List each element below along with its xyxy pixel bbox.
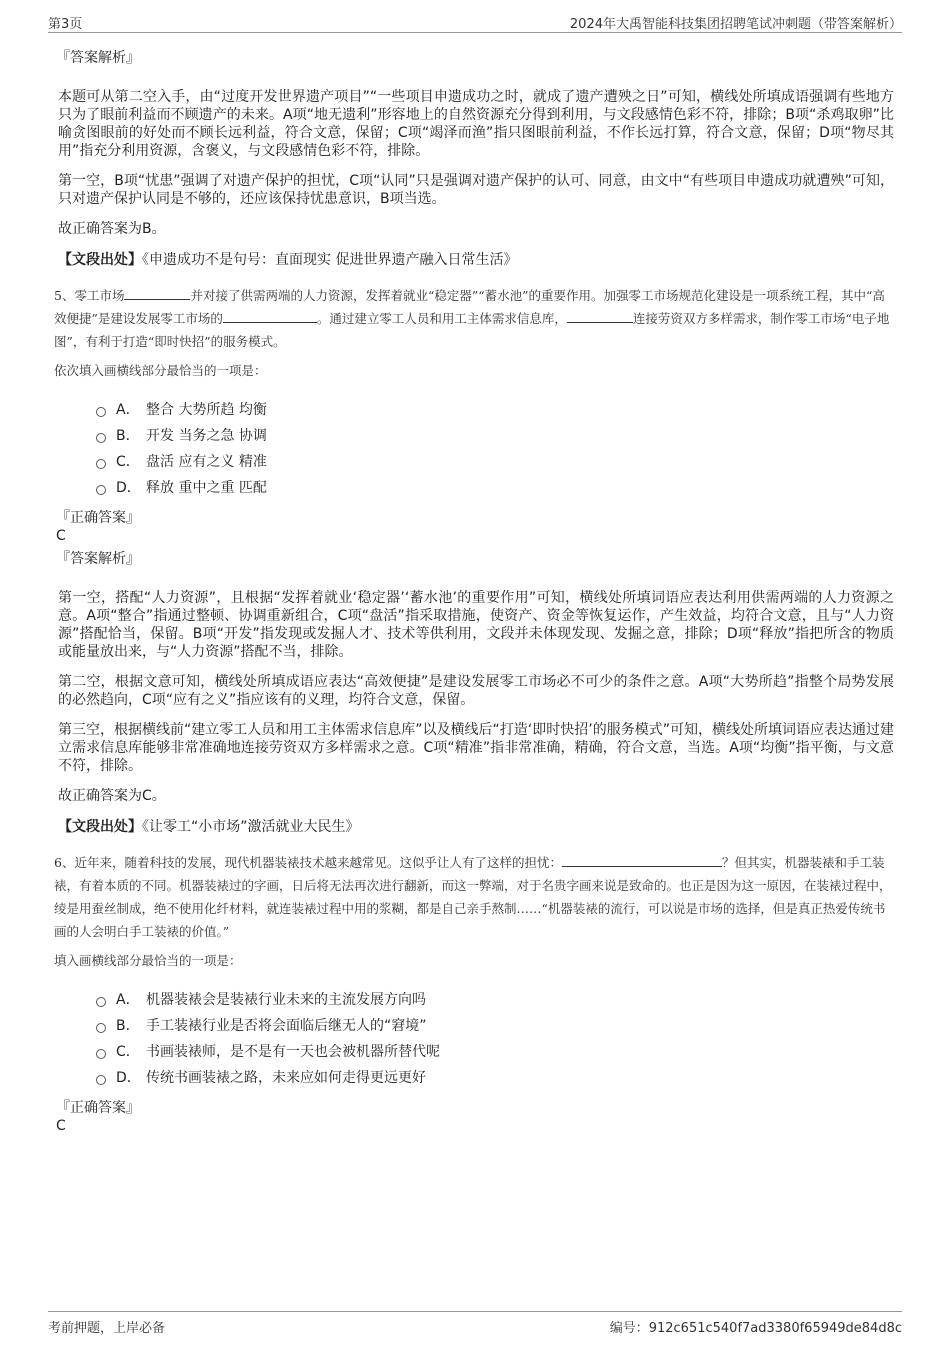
q5-option-a[interactable] xyxy=(96,397,894,423)
q6-answer-label: 『正确答案』 xyxy=(56,1100,140,1116)
q4-analysis-para-1: 本题可从第二空入手，由“过度开发世界遗产项目”“一些项目申遗成功之时，就成了遗产遭殃之日”可知，横线处所填成语强调有些地方只为了眼前利益而不顾遗产的未来。A项“地无遗利”形容地上的自然资源充分得到利用，与文段感情色彩不符，排除；B项“杀鸡取卵”比喻贪图眼前的好处而不顾长远利益，符合文意，保留；C项“竭泽而渔”指只图眼前利益，不作长远打算，符合文意，保留；D项“物尽其用”指充分利用资源，含褒义，与文段感情色彩不符，排除。 xyxy=(58,89,894,159)
q5-stem-part-2: 并对接了供需两端的人力资源，发挥着就业“稳定器”“蓄水池”的重要作用。加强零工市场规范化建设是一项系统工程，其中“高效便捷”是建设发展零工市场的 xyxy=(54,288,885,326)
document-id: 编号：912c651c540f7ad3380f65949de84d8c xyxy=(609,1321,902,1336)
q5-stem xyxy=(54,284,896,353)
radio-icon[interactable] xyxy=(96,997,106,1007)
q5-answer-label: 『正确答案』 xyxy=(56,510,140,526)
q5-options xyxy=(96,397,894,501)
radio-icon[interactable] xyxy=(96,407,106,417)
option-text: 盘活 应有之义 精准 xyxy=(146,454,267,470)
q5-stem-part-4: 连接劳资双方多样需求，制作零工市场“电子地图”，有利于打造“即时快招”的服务模式。 xyxy=(54,311,890,349)
q5-source-label: 【文段出处】 xyxy=(58,819,142,835)
q5-analysis-para-2: 第二空，根据文意可知，横线处所填成语应表达“高效便捷”是建设发展零工市场必不可少的条件之意。A项“大势所趋”指整个局势发展的必然趋向，C项“应有之义”指应该有的义理，均符合文意，保留。 xyxy=(58,674,894,708)
q5-stem-part-1: 5、零工市场 xyxy=(54,288,125,303)
radio-icon[interactable] xyxy=(96,1049,106,1059)
q6-option-c[interactable] xyxy=(96,1039,894,1065)
q6-options xyxy=(96,987,894,1091)
document-title: 2024年大禹智能科技集团招聘笔试冲刺题（带答案解析） xyxy=(569,17,902,32)
page-header xyxy=(48,10,902,33)
page-content xyxy=(56,44,894,1137)
q5-analysis-label: 『答案解析』 xyxy=(56,551,140,567)
q6-blank xyxy=(562,854,722,867)
q4-source-text: 《申遗成功不是句号：直面现实 促进世界遗产融入日常生活》 xyxy=(142,252,518,268)
option-letter: C． xyxy=(116,1044,140,1060)
option-text: 机器装裱会是装裱行业未来的主流发展方向吗 xyxy=(146,992,426,1008)
q6-option-b[interactable] xyxy=(96,1013,894,1039)
radio-icon[interactable] xyxy=(96,1023,106,1033)
q5-source xyxy=(58,817,894,837)
option-text: 传统书画装裱之路，未来应如何走得更远更好 xyxy=(146,1070,426,1086)
q6-stem-part-2: ？但其实，机器装裱和手工装裱，有着本质的不同。机器装裱过的字画，日后将无法再次进行翻新，而这一弊端，对于名贵字画来说是致命的。也正是因为这一原因，在装裱过程中，绫是用蚕丝制成，绝不使用化纤材料，就连装裱过程中用的浆糊，都是自己亲手熬制……“机器装裱的流行，可以说是市场的选择，但是真正热爱传统书画的人会明白手工装裱的价值。” xyxy=(54,855,892,939)
q4-analysis-label: 『答案解析』 xyxy=(56,50,140,66)
q6-stem-part-1: 6、近年来，随着科技的发展，现代机器装裱技术越来越常见。这似乎让人有了这样的担忧： xyxy=(54,855,562,870)
radio-icon[interactable] xyxy=(96,459,106,469)
q6-option-a[interactable] xyxy=(96,987,894,1013)
q6-stem xyxy=(54,851,896,943)
q5-source-text: 《让零工“小市场”激活就业大民生》 xyxy=(142,819,360,835)
radio-icon[interactable] xyxy=(96,433,106,443)
radio-icon[interactable] xyxy=(96,1075,106,1085)
option-letter: D． xyxy=(116,1070,141,1086)
option-text: 释放 重中之重 匹配 xyxy=(146,480,267,496)
option-letter: B． xyxy=(116,1018,140,1034)
q5-answer-value: C xyxy=(56,528,66,544)
option-letter: A． xyxy=(116,402,140,418)
q5-analysis-conclusion: 故正确答案为C。 xyxy=(58,788,166,804)
option-letter: C． xyxy=(116,454,140,470)
q5-option-d[interactable] xyxy=(96,475,894,501)
option-text: 开发 当务之急 协调 xyxy=(146,428,267,444)
option-letter: B． xyxy=(116,428,140,444)
option-letter: D． xyxy=(116,480,141,496)
q6-prompt: 填入画横线部分最恰当的一项是： xyxy=(54,953,242,968)
q4-source xyxy=(58,250,894,270)
footer-slogan: 考前押题，上岸必备 xyxy=(48,1321,166,1336)
option-text: 手工装裱行业是否将会面临后继无人的“窘境” xyxy=(146,1018,427,1034)
q5-blank-1 xyxy=(124,287,190,300)
q5-blank-2 xyxy=(223,310,317,323)
q6-option-d[interactable] xyxy=(96,1065,894,1091)
option-text: 整合 大势所趋 均衡 xyxy=(146,402,267,418)
option-letter: A． xyxy=(116,992,140,1008)
q5-option-b[interactable] xyxy=(96,423,894,449)
q5-analysis-para-1: 第一空，搭配“人力资源”，且根据“发挥着就业‘稳定器’‘蓄水池’的重要作用”可知，横线处所填词语应表达利用供需两端的人力资源之意。A项“整合”指通过整顿、协调重新组合，C项“盘活”指采取措施，使资产、资金等恢复运作，产生效益，均符合文意，且与“人力资源”搭配恰当，保留。B项“开发”指发现或发掘人才、技术等供利用，文段并未体现发现、发掘之意，排除；D项“释放”指把所含的物质或能量放出来，与“人力资源”搭配不当，排除。 xyxy=(58,590,894,660)
q4-analysis-para-2: 第一空，B项“忧患”强调了对遗产保护的担忧，C项“认同”只是强调对遗产保护的认可、同意，由文中“有些项目申遗成功就遭殃”可知，只对遗产保护认同是不够的，还应该保持忧患意识，B项当选。 xyxy=(58,173,894,207)
q4-analysis-conclusion: 故正确答案为B。 xyxy=(58,221,166,237)
option-text: 书画装裱师，是不是有一天也会被机器所替代呢 xyxy=(146,1044,440,1060)
q5-prompt: 依次填入画横线部分最恰当的一项是： xyxy=(54,363,267,378)
q4-source-label: 【文段出处】 xyxy=(58,252,142,268)
page-number: 第3页 xyxy=(48,17,83,32)
page-footer xyxy=(48,1311,902,1338)
q5-stem-part-3: 。通过建立零工人员和用工主体需求信息库， xyxy=(316,311,567,326)
q5-analysis-para-3: 第三空，根据横线前“建立零工人员和用工主体需求信息库”以及横线后“打造‘即时快招’的服务模式”可知，横线处所填词语应表达通过建立需求信息库能够非常准确地连接劳资双方多样需求之意。C项“精准”指非常准确，精确，符合文意，当选。A项“均衡”指平衡，与文意不符，排除。 xyxy=(58,722,894,774)
radio-icon[interactable] xyxy=(96,485,106,495)
q6-answer-value: C xyxy=(56,1118,66,1134)
q5-option-c[interactable] xyxy=(96,449,894,475)
q5-blank-3 xyxy=(567,310,633,323)
